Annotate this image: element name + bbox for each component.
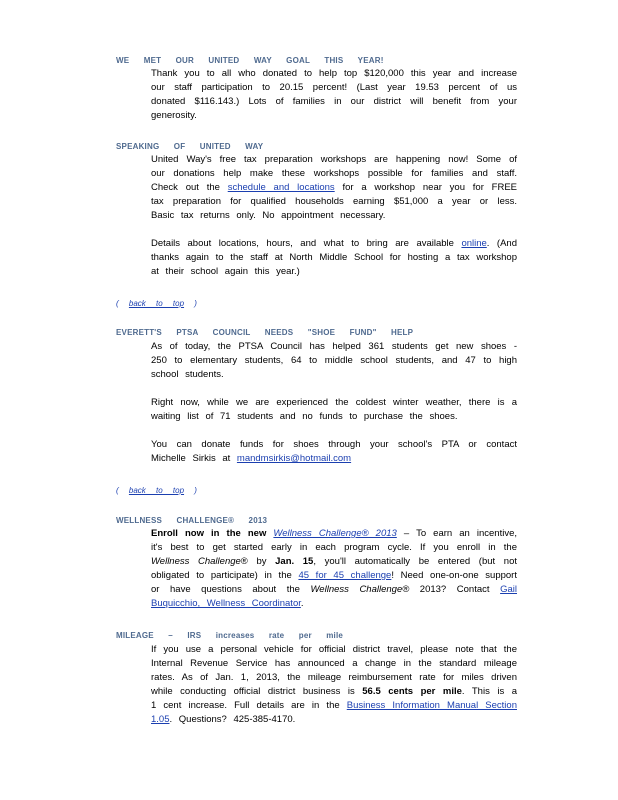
wellness-heading: WELLNESS CHALLENGE® 2013 (116, 516, 268, 525)
mileage-body (151, 643, 517, 727)
mileage-text-b: . This is a 1 cent increase. Full details are in the (151, 686, 517, 711)
email-link[interactable]: mandmsirkis@hotmail.com (236, 453, 352, 464)
details-paragraph (151, 237, 517, 279)
speaking-united-way-heading: SPEAKING OF UNITED WAY (116, 142, 264, 151)
45-for-45-link[interactable]: 45 for 45 challenge (298, 570, 392, 581)
deadline-text: Jan. 15 (275, 556, 314, 567)
back-to-top-close: ) (194, 486, 197, 495)
schedule-locations-link[interactable]: schedule and locations (227, 182, 335, 193)
wellness-text-a: – To earn an incentive, it's best to get started early in each program cycle. If you enroll in the (151, 528, 518, 553)
tax-workshop-paragraph (151, 153, 517, 223)
mileage-paragraph (151, 643, 517, 727)
shoe-fund-paragraph-3 (151, 438, 517, 466)
mileage-text-c: . Questions? 425-385-4170. (169, 714, 296, 725)
shoe-fund-text: You can donate funds for shoes through your school's PTA or contact Michelle Sirkis at (151, 439, 517, 464)
wellness-challenge-link[interactable]: Wellness Challenge® 2013 (273, 528, 397, 539)
shoe-fund-paragraph-1: As of today, the PTSA Council has helped 361 students get new shoes - 250 to elementary students, 64 to middle school students, and 47 to high school students. (151, 341, 517, 380)
speaking-united-way-body (151, 153, 517, 279)
wellness-text-e: 2013? Contact (409, 584, 501, 595)
shoe-fund-paragraph-2: Right now, while we are experienced the coldest winter weather, there is a waiting list of 71 students and no funds to purchase the shoes. (151, 397, 517, 422)
back-to-top-link-2[interactable]: back to top (128, 486, 185, 495)
wellness-text-f: . (300, 598, 304, 609)
wellness-text-c: , you'll automatically be entered (but not obligated to participate) in the (151, 556, 517, 581)
shoe-fund-body (151, 340, 517, 466)
back-to-top-open: ( (116, 299, 119, 308)
shoe-fund-heading: EVERETT'S PTSA COUNCIL NEEDS "SHOE FUND" HELP (116, 328, 414, 337)
enroll-text: Enroll now in the new (151, 528, 274, 539)
business-manual-link[interactable]: Business Information Manual Section 1.05 (151, 700, 517, 725)
wellness-text-b: ® by (240, 556, 276, 567)
details-text-b: . (And thanks again to the staff at North Middle School for hosting a tax workshop at their school again this year.) (151, 238, 517, 277)
mileage-heading: MILEAGE – IRS increases rate per mile (116, 631, 344, 640)
online-link[interactable]: online (461, 238, 487, 249)
wellness-italic-2: Wellness Challenge® (310, 584, 410, 595)
wellness-paragraph (151, 527, 517, 611)
tax-workshop-text-b: for a workshop near you for FREE tax preparation for qualified households earning $51,000 a year or less. Basic tax returns only. No appointment necessary. (151, 182, 518, 221)
united-way-goal-paragraph: Thank you to all who donated to help top $120,000 this year and increase our staff participation to 20.15 percent! (Last year 19.53 percent of us donated $116.143.) Lots of families in our district will benefit from your generosity. (151, 68, 517, 121)
mileage-text-a: If you use a personal vehicle for official district travel, please note that the Internal Revenue Service has announced a change in the standard mileage rates. As of Jan. 1, 2013, the mileage reimbursement rate for miles driven while conducting official district business is (151, 644, 517, 697)
wellness-coordinator-link[interactable]: Gail Buquicchio, Wellness Coordinator (151, 584, 517, 609)
wellness-body (151, 527, 517, 611)
back-to-top-open: ( (116, 486, 119, 495)
back-to-top-close: ) (194, 299, 197, 308)
tax-workshop-text-a: United Way's free tax preparation workshops are happening now! Some of our donations help make these workshops possible for families and staff. Check out the (151, 154, 517, 193)
united-way-goal-heading: WE MET OUR UNITED WAY GOAL THIS YEAR! (116, 56, 384, 65)
wellness-italic-1: Wellness Challenge (151, 556, 241, 567)
back-to-top-2 (116, 486, 197, 495)
united-way-goal-body (151, 67, 517, 123)
details-text-a: Details about locations, hours, and what to bring are available (151, 238, 462, 249)
mileage-rate: 56.5 cents per mile (362, 686, 462, 697)
back-to-top-1 (116, 299, 197, 308)
wellness-text-d: ! Need one-on-one support or have questions about the (151, 570, 517, 595)
back-to-top-link-1[interactable]: back to top (128, 299, 185, 308)
